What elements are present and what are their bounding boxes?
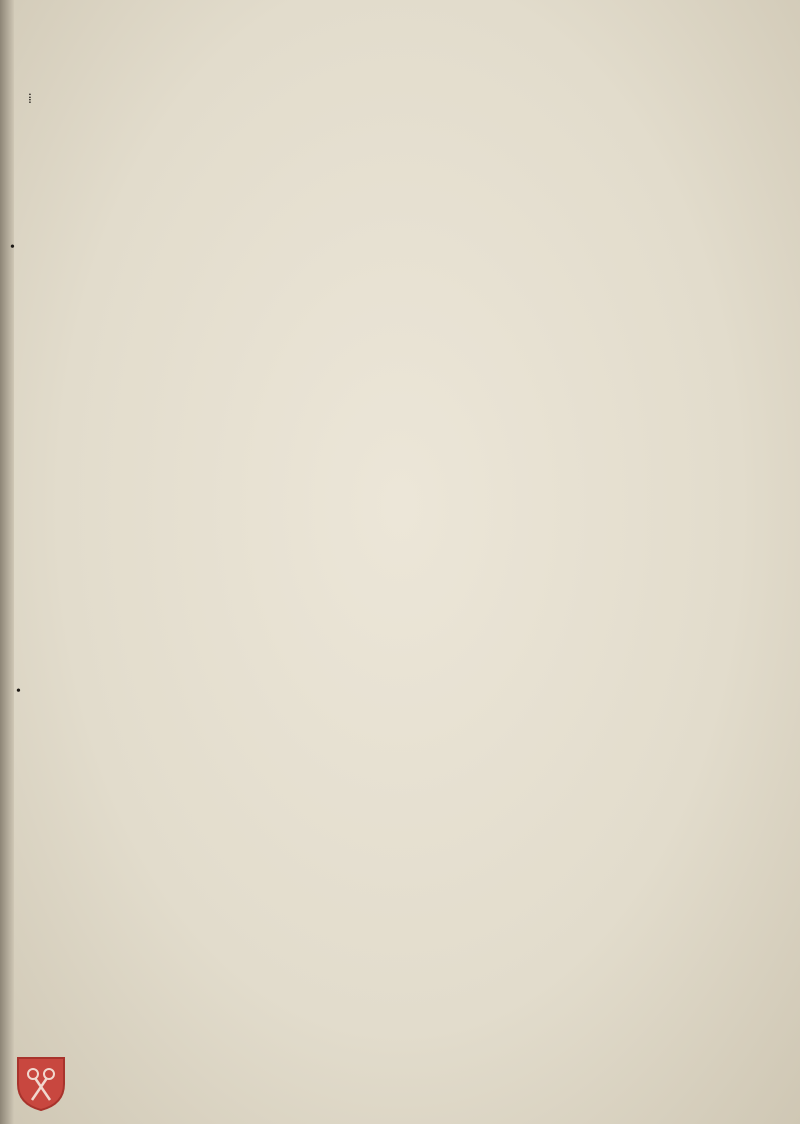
page-header	[146, 60, 746, 90]
papal-keys-shield-icon	[14, 1054, 68, 1112]
margin-dot: •	[16, 684, 21, 699]
margin-mark: ⁞	[28, 92, 32, 107]
margin-dot: •	[10, 240, 15, 255]
page-spine-shadow	[0, 0, 14, 1124]
